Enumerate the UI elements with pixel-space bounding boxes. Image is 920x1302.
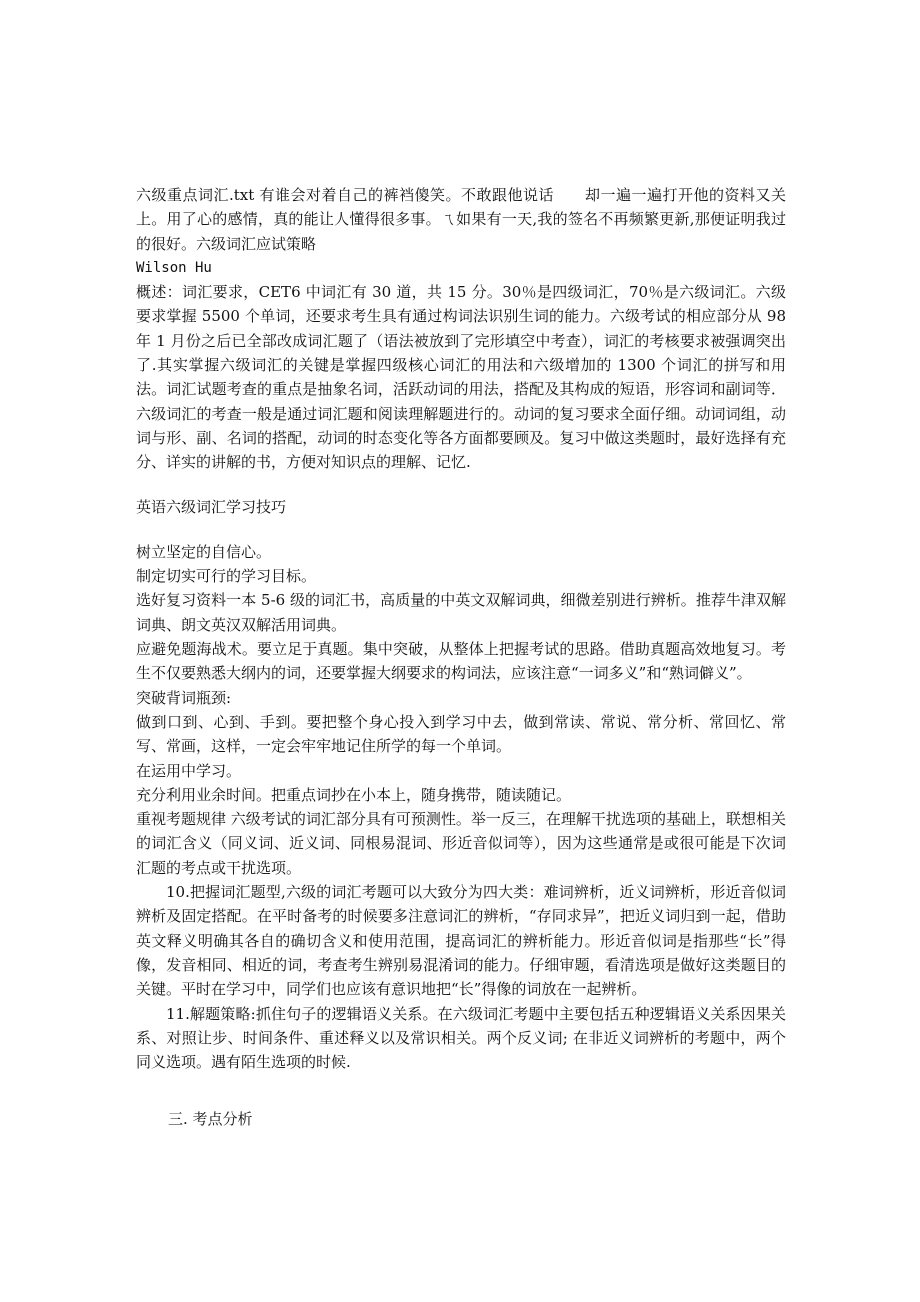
point-11-paragraph: 11.解题策略:抓住句子的逻辑语义关系。在六级词汇考题中主要包括五种逻辑语义关系因果关系、对照让步、时间条件、重述释义以及常识相关。两个反义词; 在非近义词辨析的考题中，两个同义选项。遇有陌生选项的时候. (136, 1004, 786, 1072)
tip-item: 突破背词瓶颈: (136, 688, 232, 707)
intro-paragraph: 六级重点词汇.txt 有谁会对着自己的裤裆傻笑。不敢跟他说话 却一遍一遍打开他的资料又关上。用了心的感情，真的能让人懂得很多事。ㄟ如果有一天,我的签名不再频繁更新,那便证明我过的很好。六级词汇应试策略 (136, 186, 786, 253)
section-heading: 英语六级词汇学习技巧 (136, 497, 287, 516)
author-name: Wilson Hu (136, 259, 212, 276)
section-three-heading: 三. 考点分析 (168, 1110, 253, 1129)
tip-item: 应避免题海战术。要立足于真题。集中突破，从整体上把握考试的思路。借助真题高效地复习。考生不仅要熟悉大纲内的词，还要掌握大纲要求的构词法，应该注意“一词多义”和“熟词僻义”。 (136, 640, 786, 683)
tip-item: 在运用中学习。 (136, 761, 242, 780)
overview-paragraph: 概述：词汇要求，CET6 中词汇有 30 道，共 15 分。30％是四级词汇，70％是六级词汇。六级要求掌握 5500 个单词，还要求考生具有通过构词法识别生词的能力。六级考试的相应部分从 98 年 1 月份之后已全部改成词汇题了（语法被放到了完形填空中考查），词汇的考核要求被强调突出了.其实掌握六级词汇的关键是掌握四级核心词汇的用法和六级增加的 1300 个词汇的拼写和用法。词汇试题考查的重点是抽象名词，活跃动词的用法，搭配及其构成的短语，形容词和副词等．六级词汇的考查一般是通过词汇题和阅读理解题进行的。动词的复习要求全面仔细。动词词组，动词与形、副、名词的搭配，动词的时态变化等各方面都要顾及。复习中做这类题时，最好选择有充分、详实的讲解的书，方便对知识点的理解、记忆. (136, 283, 786, 472)
tip-item: 做到口到、心到、手到。要把整个身心投入到学习中去，做到常读、常说、常分析、常回忆、常写、常画，这样，一定会牢牢地记住所学的每一个单词。 (136, 712, 786, 756)
tip-item: 选好复习资料一本 5-6 级的词汇书，高质量的中英文双解词典，细微差别进行辨析。推荐牛津双解词典、朗文英汉双解活用词典。 (136, 591, 786, 634)
tip-item: 重视考题规律 六级考试的词汇部分具有可预测性。举一反三，在理解干扰选项的基础上，联想相关的词汇含义（同义词、近义词、同根易混词、形近音似词等），因为这些通常是或很可能是下次词汇题的考点或干扰选项。 (136, 810, 786, 877)
tip-item: 制定切实可行的学习目标。 (136, 567, 317, 586)
point-10-paragraph: 10.把握词汇题型,六级的词汇考题可以大致分为四大类：难词辨析，近义词辨析，形近音似词辨析及固定搭配。在平时备考的时候要多注意词汇的辨析，“存同求异”，把近义词归到一起，借助英文释义明确其各自的确切含义和使用范围，提高词汇的辨析能力。形近音似词是指那些“长”得像，发音相同、相近的词，考查考生辨别易混淆词的能力。仔细审题，看清选项是做好这类题目的关键。平时在学习中，同学们也应该有意识地把“长”得像的词放在一起辨析。 (136, 883, 786, 999)
tip-item: 树立坚定的自信心。 (136, 542, 272, 561)
tip-item: 充分利用业余时间。把重点词抄在小本上，随身携带，随读随记。 (136, 785, 572, 804)
document-page (136, 183, 786, 1132)
